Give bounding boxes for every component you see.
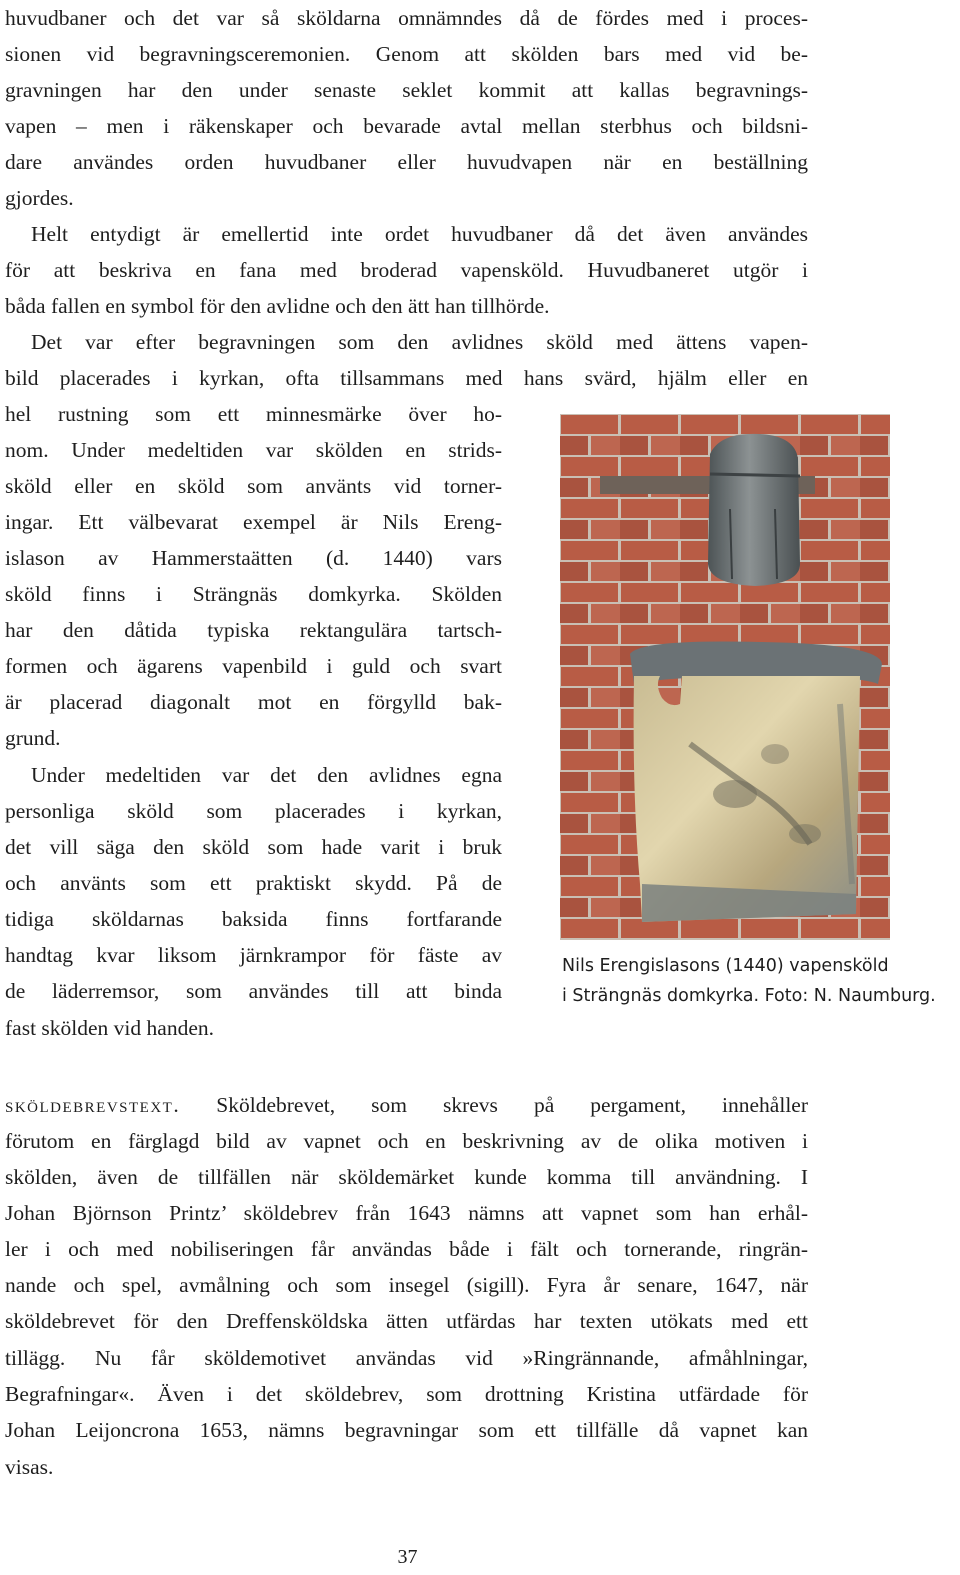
section-first-line-text: Sköldebrevet, som skrevs på pergament, innehåller — [216, 1093, 809, 1117]
body-line: sköld finns i Strängnäs domkyrka. Skölden — [5, 582, 502, 606]
body-line: visas. — [5, 1455, 54, 1479]
body-line: sionen vid begravningsceremonien. Genom att skölden bars med vid be- — [5, 42, 808, 66]
body-line: vapen – men i räkenskaper och bevarade avtal mellan sterbhus och bildsni- — [5, 114, 808, 138]
body-line: ler i och med nobiliseringen får användas både i fält och tornerande, ringrän- — [5, 1237, 808, 1261]
body-line: nom. Under medeltiden var skölden en strids- — [5, 438, 502, 462]
section-heading: sköldebrevstext. — [5, 1093, 181, 1117]
body-line: har den dåtida typiska rektangulära tartsch- — [5, 618, 502, 642]
body-line: de läderremsor, som användes till att binda — [5, 979, 502, 1003]
body-line: Det var efter begravningen som den avlidnes sköld med ättens vapen- — [31, 330, 808, 354]
shield — [634, 676, 860, 922]
body-line: Under medeltiden var det den avlidnes egna — [31, 763, 502, 787]
body-line: det vill säga den sköld som hade varit i bruk — [5, 835, 502, 859]
body-line: Johan Leijoncrona 1653, nämns begravningar som ett tillfälle då vapnet kan — [5, 1418, 808, 1442]
body-line: huvudbaner och det var så sköldarna omnämndes då de fördes med i proces- — [5, 6, 808, 30]
body-line: Johan Björnson Printz’ sköldebrev från 1643 nämns att vapnet som han erhål- — [5, 1201, 808, 1225]
body-line: bild placerades i kyrkan, ofta tillsammans med hans svärd, hjälm eller en — [5, 366, 808, 390]
body-line: grund. — [5, 726, 61, 750]
body-line: gjordes. — [5, 186, 74, 210]
body-line: tidiga sköldarnas baksida finns fortfarande — [5, 907, 502, 931]
body-line: hel rustning som ett minnesmärke över ho- — [5, 402, 502, 426]
body-line: handtag kvar liksom järnkrampor för fäste av — [5, 943, 502, 967]
body-line: dare användes orden huvudbaner eller huvudvapen när en beställning — [5, 150, 808, 174]
body-line: islason av Hammerstaätten (d. 1440) vars — [5, 546, 502, 570]
helmet — [708, 434, 800, 586]
body-line: gravningen har den under senaste seklet kommit att kallas begravnings- — [5, 78, 808, 102]
section-first-line — [5, 1087, 808, 1123]
body-line: Helt entydigt är emellertid inte ordet huvudbaner då det även användes — [31, 222, 808, 246]
body-line: personliga sköld som placerades i kyrkan, — [5, 799, 502, 823]
body-line: är placerad diagonalt mot en förgylld bak- — [5, 690, 502, 714]
figure-caption: i Strängnäs domkyrka. Foto: N. Naumburg. — [562, 986, 936, 1006]
body-line: formen och ägarens vapenbild i guld och svart — [5, 654, 502, 678]
body-line: för att beskriva en fana med broderad vapensköld. Huvudbaneret utgör i — [5, 258, 808, 282]
body-line: sköld eller en sköld som använts vid torner- — [5, 474, 502, 498]
body-line: fast skölden vid handen. — [5, 1016, 214, 1040]
body-line: ingar. Ett välbevarat exempel är Nils Ereng- — [5, 510, 502, 534]
body-line: sköldebrevet för den Dreffensköldska ätten utfärdas har texten utökats med ett — [5, 1309, 808, 1333]
body-line: tillägg. Nu får sköldemotivet användas vid »Ringrännande, afmåhlningar, — [5, 1346, 808, 1370]
body-line: och använts som ett praktiskt skydd. På de — [5, 871, 502, 895]
body-line: Begrafningar«. Även i det sköldebrev, som drottning Kristina utfärdade för — [5, 1382, 808, 1406]
body-line: förutom en färglagd bild av vapnet och en beskrivning av de olika motiven i — [5, 1129, 808, 1153]
figure-caption: Nils Erengislasons (1440) vapensköld — [562, 956, 889, 976]
body-line: båda fallen en symbol för den avlidne och den ätt han tillhörde. — [5, 294, 550, 318]
body-line: skölden, även de tillfällen när sköldemärket kunde komma till användning. I — [5, 1165, 808, 1189]
body-line: nande och spel, avmålning och som insegel (sigill). Fyra år senare, 1647, när — [5, 1273, 808, 1297]
shield-photo — [560, 414, 890, 940]
page-number: 37 — [397, 1546, 418, 1568]
